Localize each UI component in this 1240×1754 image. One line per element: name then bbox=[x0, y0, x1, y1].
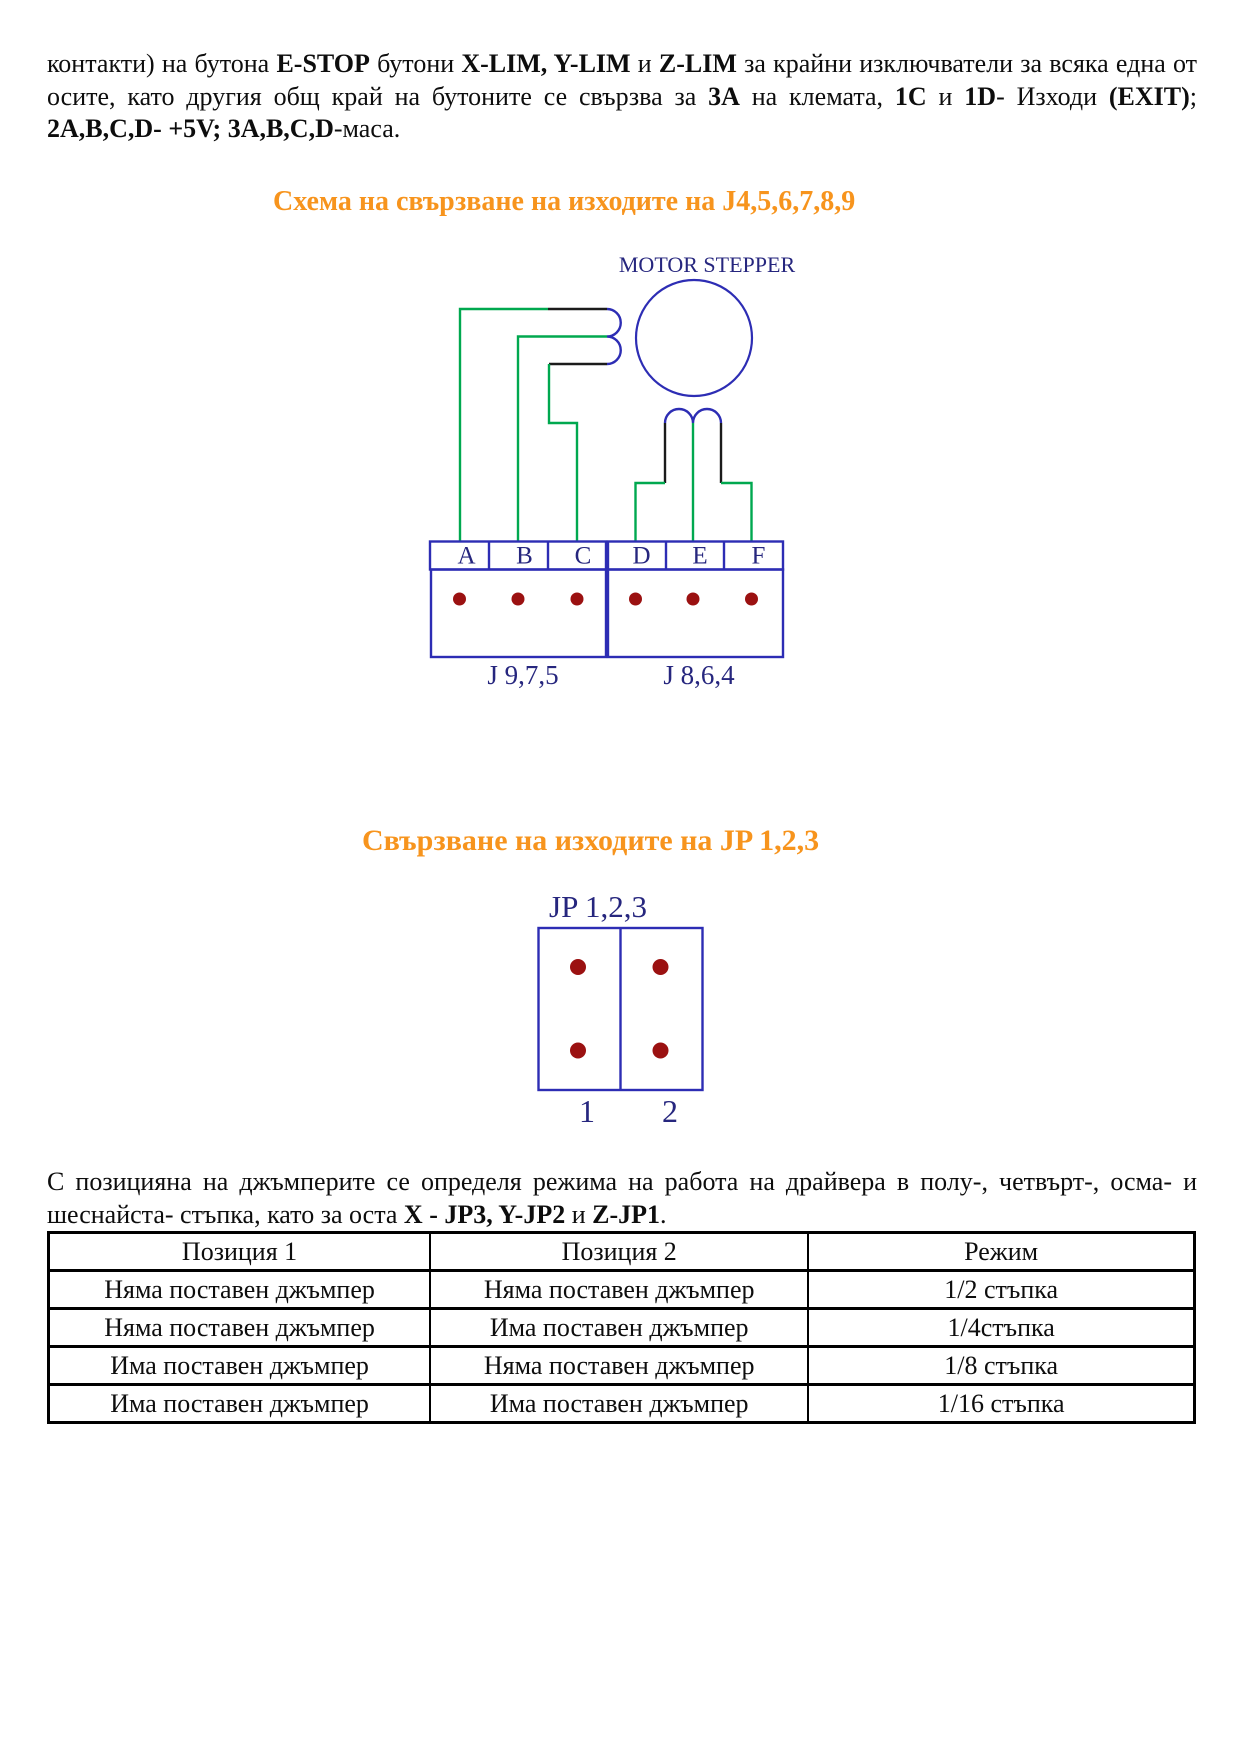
wire-c-green bbox=[549, 364, 577, 542]
jumper-diagram bbox=[440, 880, 740, 1130]
stepper-wiring-diagram bbox=[400, 240, 820, 700]
cell-position-2: Има поставен джъмпер bbox=[430, 1385, 808, 1423]
cell-mode: 1/8 стъпка bbox=[808, 1347, 1194, 1385]
pin-dot bbox=[687, 593, 700, 606]
pin-dot bbox=[512, 593, 525, 606]
cell-position-2: Има поставен джъмпер bbox=[430, 1309, 808, 1347]
pin-dot bbox=[629, 593, 642, 606]
paragraph-jumper-modes: С позицияна на джъмперите се определя режима на работа на драйвера в полу-, четвърт-, осма- и шеснайста- стъпка, като за оста X - JP3, Y-JP2 и Z-JP1. bbox=[47, 1167, 1197, 1229]
motor-circle bbox=[636, 280, 752, 396]
right-coil-arcs bbox=[665, 409, 721, 423]
pin-dot bbox=[745, 593, 758, 606]
cell-position-1: Няма поставен джъмпер bbox=[49, 1309, 431, 1347]
cell-mode: 1/2 стъпка bbox=[808, 1271, 1194, 1309]
cell-mode: 1/4стъпка bbox=[808, 1309, 1194, 1347]
table-row bbox=[49, 1309, 1195, 1347]
table-row bbox=[49, 1385, 1195, 1423]
cell-position-2: Няма поставен джъмпер bbox=[430, 1347, 808, 1385]
motor-stepper-label: MOTOR STEPPER bbox=[618, 252, 796, 277]
pin-dot bbox=[571, 593, 584, 606]
terminal-label-f: F bbox=[751, 542, 766, 570]
jumper-pin-dot bbox=[570, 959, 586, 975]
col-header-mode: Режим bbox=[808, 1233, 1194, 1271]
wire-d-green bbox=[636, 483, 666, 542]
connector-box-right bbox=[608, 570, 783, 658]
table-row bbox=[49, 1271, 1195, 1309]
wire-a-green bbox=[460, 309, 548, 542]
jumper-pin-dot bbox=[653, 959, 669, 975]
table-header-row bbox=[49, 1233, 1195, 1271]
terminal-label-e: E bbox=[692, 542, 708, 570]
table-row bbox=[49, 1347, 1195, 1385]
paragraph-intro: контакти) на бутона E-STOP бутони X-LIM, Y-LIM и Z-LIM за крайни изключватели за всяка една от осите, като другия общ край на бутоните се свързва за 3А на клемата, 1С и 1D- Изходи (EXIT); 2A,B,C,D- +5V; 3A,B,C,D-маса. bbox=[47, 49, 1198, 143]
connector-left-label: J 9,7,5 bbox=[487, 660, 559, 690]
jumper-pin-dot bbox=[570, 1043, 586, 1059]
cell-position-1: Няма поставен джъмпер bbox=[49, 1271, 431, 1309]
terminal-label-a: A bbox=[457, 542, 476, 570]
cell-position-1: Има поставен джъмпер bbox=[49, 1385, 431, 1423]
terminal-label-d: D bbox=[632, 542, 651, 570]
jumper-pin-dot bbox=[653, 1043, 669, 1059]
connector-right-label: J 8,6,4 bbox=[663, 660, 735, 690]
cell-position-2: Няма поставен джъмпер bbox=[430, 1271, 808, 1309]
section-heading-j-outputs: Схема на свързване на изходите на J4,5,6,7,8,9 bbox=[273, 186, 856, 217]
cell-position-1: Има поставен джъмпер bbox=[49, 1347, 431, 1385]
jumper-position-2-label: 2 bbox=[662, 1093, 678, 1129]
jumper-position-1-label: 1 bbox=[579, 1093, 595, 1129]
col-header-position-1: Позиция 1 bbox=[49, 1233, 431, 1271]
terminal-label-b: B bbox=[516, 542, 533, 570]
cell-mode: 1/16 стъпка bbox=[808, 1385, 1194, 1423]
jumper-mode-table bbox=[47, 1231, 1196, 1424]
wire-b-green bbox=[518, 337, 607, 542]
section-heading-jp-outputs: Свързване на изходите на JP 1,2,3 bbox=[362, 824, 820, 857]
pin-dot bbox=[453, 593, 466, 606]
terminal-label-c: C bbox=[574, 542, 592, 570]
wire-f-green bbox=[721, 483, 752, 542]
connector-box-left bbox=[431, 570, 606, 658]
left-coil-arcs bbox=[607, 309, 621, 364]
jumper-block-label: JP 1,2,3 bbox=[549, 889, 647, 924]
col-header-position-2: Позиция 2 bbox=[430, 1233, 808, 1271]
